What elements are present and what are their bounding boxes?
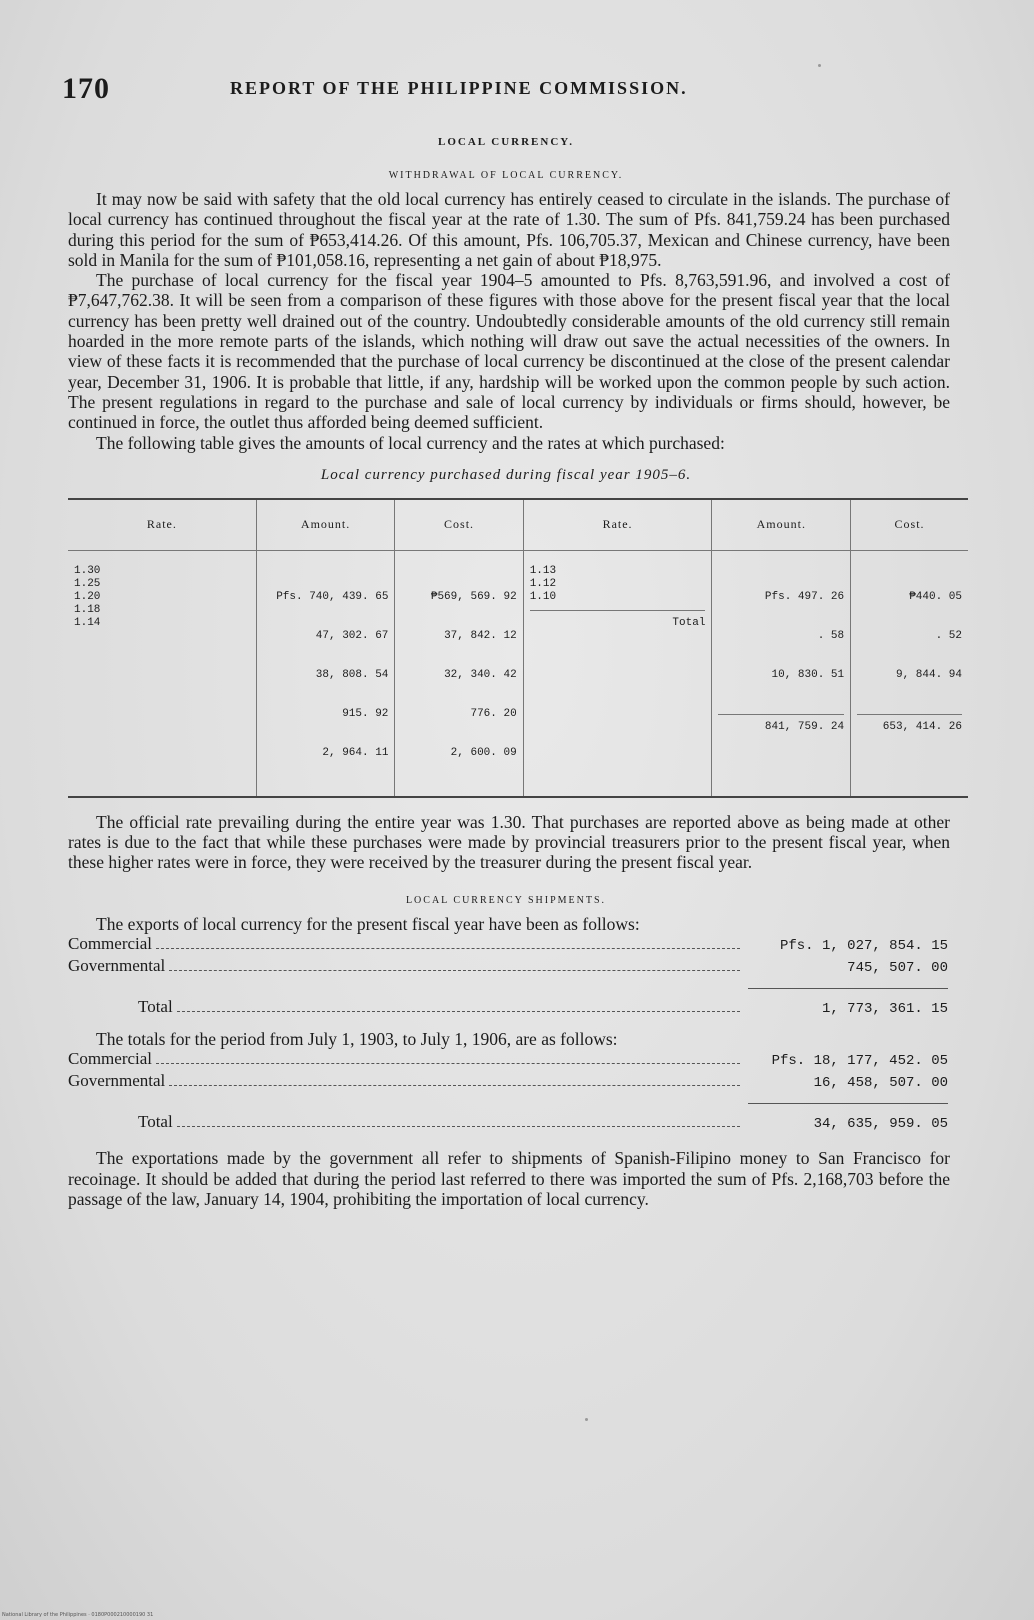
paragraph-1: It may now be said with safety that the old local currency has entirely ceased to circulate in the islands. The purchase of local currency has continued throughout the fiscal year at the rate of 1.30. The sum of Pfs. 841,759.24 has been purchased during this period for the sum of ₱653,414.26. Of this amount, Pfs. 106,705.37, Mexican and Chinese currency, have been sold in Manila for the sum of ₱101,058.16, representing a net gain of about ₱18,975. — [68, 189, 950, 270]
right-costs-cell — [851, 550, 968, 797]
amount-value: 38, 808. 54 — [315, 668, 389, 681]
header-cost-left: Cost. — [395, 499, 523, 551]
ledger-value: 1, 773, 361. 15 — [821, 1001, 948, 1018]
page-header — [62, 72, 950, 114]
amount-value: Pfs. 740, 439. 65 — [276, 590, 389, 603]
cost-value: 2, 600. 09 — [450, 746, 517, 759]
rate-value: 1.25 — [74, 577, 101, 590]
cost-value: 9, 844. 94 — [895, 668, 962, 681]
ledger-row-governmental — [68, 956, 948, 978]
total-amount: 841, 759. 24 — [718, 714, 844, 734]
header-amount-right: Amount. — [712, 499, 851, 551]
paragraph-official-rate: The official rate prevailing during the entire year was 1.30. That purchases are reported above as being made at other rates is due to the fact that while these purchases were made by provincial treasurers prior to the present fiscal year, when these higher rates were in force, they were received by the treasurer during the present fiscal year. — [68, 811, 950, 873]
cost-value: 32, 340. 42 — [444, 668, 517, 681]
ledger-row-commercial — [68, 1049, 948, 1071]
rate-value: 1.10 — [529, 590, 557, 603]
ledger-label: Governmental — [68, 1071, 166, 1091]
leader-dots — [169, 969, 740, 971]
rate-value: 1.30 — [74, 564, 101, 577]
exports-ledger — [68, 934, 948, 1019]
period-intro: The totals for the period from July 1, 1903, to July 1, 1906, are as follows: — [96, 1029, 618, 1050]
amount-value: . 58 — [817, 629, 845, 642]
right-rates-cell — [523, 550, 712, 797]
amount-value: 47, 302. 67 — [315, 629, 389, 642]
ledger-value: 16, 458, 507. 00 — [813, 1075, 948, 1092]
amount-value: 915. 92 — [342, 707, 389, 720]
scan-speck — [585, 1418, 588, 1421]
ledger-row-total — [68, 1112, 948, 1134]
rate-value: 1.20 — [74, 590, 101, 603]
page-number: 170 — [62, 72, 110, 105]
ledger-value: Pfs. 1, 027, 854. 15 — [779, 938, 948, 955]
table-header-row — [68, 499, 968, 551]
ledger-value: Pfs. 18, 177, 452. 05 — [771, 1053, 948, 1070]
rate-value: 1.14 — [74, 616, 101, 629]
currency-table — [68, 498, 968, 798]
amount-value: 10, 830. 51 — [771, 668, 845, 681]
scan-footer-note: National Library of the Philippines · 0180P000210000190 31 — [2, 1612, 154, 1618]
ledger-label: Commercial — [68, 934, 153, 954]
section-heading: LOCAL CURRENCY. — [438, 136, 574, 148]
rate-value: 1.18 — [74, 603, 101, 616]
header-cost-right: Cost. — [851, 499, 968, 551]
table-caption: Local currency purchased during fiscal year 1905–6. — [320, 466, 692, 483]
cost-value: ₱440. 05 — [909, 590, 962, 603]
right-amounts-cell — [712, 550, 851, 797]
leader-dots — [156, 947, 740, 949]
paragraph-3: The following table gives the amounts of local currency and the rates at which purchased: — [96, 432, 725, 453]
left-amounts-cell — [256, 550, 395, 797]
rate-value: 1.12 — [529, 577, 557, 590]
table-row — [68, 550, 968, 797]
scan-speck — [818, 64, 821, 67]
closing-paragraph: The exportations made by the government all refer to shipments of Spanish-Filipino money to San Francisco for recoinage. It should be added that during the period last referred to there was imported the sum of Pfs. 2,168,703 before the passage of the law, January 14, 1904, prohibiting the importation of local currency. — [68, 1148, 950, 1209]
running-title: REPORT OF THE PHILIPPINE COMMISSION. — [230, 78, 688, 98]
cost-value: 776. 20 — [470, 707, 517, 720]
header-amount-left: Amount. — [256, 499, 395, 551]
amount-value: 2, 964. 11 — [322, 746, 389, 759]
subheading-withdrawal: WITHDRAWAL OF LOCAL CURRENCY. — [388, 170, 624, 181]
ledger-value: 745, 507. 00 — [847, 960, 948, 977]
amount-value: Pfs. 497. 26 — [764, 590, 845, 603]
sum-rule — [748, 988, 948, 989]
leader-dots — [169, 1084, 740, 1086]
header-rate-left: Rate. — [68, 499, 256, 551]
ledger-row-total — [68, 997, 948, 1019]
exports-intro: The exports of local currency for the present fiscal year have been as follows: — [96, 913, 640, 934]
cost-value: ₱569, 569. 92 — [430, 590, 517, 603]
ledger-row-governmental — [68, 1071, 948, 1093]
leader-dots — [177, 1010, 740, 1012]
total-cost: 653, 414. 26 — [857, 714, 962, 734]
left-rates-cell — [68, 550, 256, 797]
left-costs-cell — [395, 550, 523, 797]
paragraph-2: The purchase of local currency for the fiscal year 1904–5 amounted to Pfs. 8,763,591.96, and involved a cost of ₱7,647,762.38. It will be seen from a comparison of these figures with those above for the present fiscal year that the local currency has been pretty well drained out of the country. Undoubtedly considerable amounts of the old currency still remain hoarded in the more remote parts of the islands, which nothing will draw out save the actual necessities of the owners. In view of these facts it is recommended that the purchase of local currency be discontinued at the close of the present calendar year, December 31, 1906. It is probable that little, if any, hardship will be worked upon the common people by such action. The present regulations in regard to the purchase and sale of local currency by individuals or firms should, however, be continued in force, the outlet thus afforded being deemed sufficient. — [68, 270, 950, 433]
ledger-label: Governmental — [68, 956, 166, 976]
ledger-label: Total — [138, 1112, 173, 1132]
sum-rule — [748, 1103, 948, 1104]
subheading-shipments: LOCAL CURRENCY SHIPMENTS. — [405, 894, 607, 906]
total-label: Total — [530, 610, 706, 630]
rate-value: 1.13 — [529, 564, 557, 577]
ledger-label: Total — [138, 997, 173, 1017]
ledger-row-commercial — [68, 934, 948, 956]
ledger-value: 34, 635, 959. 05 — [813, 1116, 948, 1133]
period-ledger — [68, 1049, 948, 1134]
cost-value: 37, 842. 12 — [444, 629, 517, 642]
cost-value: . 52 — [935, 629, 962, 642]
ledger-label: Commercial — [68, 1049, 153, 1069]
leader-dots — [177, 1125, 740, 1127]
header-rate-right: Rate. — [523, 499, 712, 551]
leader-dots — [156, 1062, 740, 1064]
